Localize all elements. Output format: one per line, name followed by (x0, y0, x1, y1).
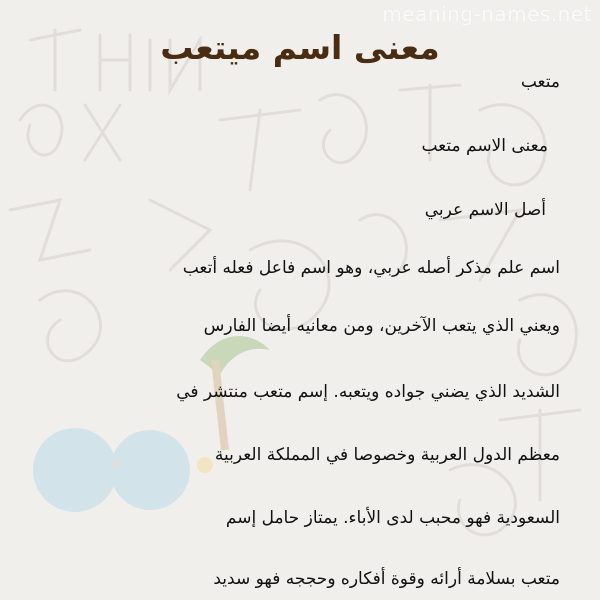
name-line: متعب (520, 72, 560, 92)
paragraph-line-1: اسم علم مذكر أصله عربي، وهو اسم فاعل فعله أتعب (182, 258, 560, 278)
paragraph-line-3: الشديد الذي يضني جواده ويتعبه. إسم متعب منتشر في (176, 382, 560, 402)
paragraph-line-6: متعب بسلامة أرائه وقوة أفكاره وحججه فهو سديد (213, 569, 560, 589)
meaning-line: معنى الاسم متعب (421, 136, 548, 156)
paragraph-line-4: معظم الدول العربية وخصوصا في المملكة العربية (214, 445, 560, 465)
origin-line: أصل الاسم عربي (424, 200, 546, 220)
page-title: معنى اسم ميتعب (160, 28, 440, 68)
watermark-top: meaning-names.net (382, 2, 592, 26)
paragraph-line-5: السعودية فهو محبب لدى الأباء. يمتاز حامل إسم (225, 508, 560, 528)
paragraph-line-2: ويعني الذي يتعب الآخرين، ومن معانيه أيضا الفارس (203, 316, 560, 336)
